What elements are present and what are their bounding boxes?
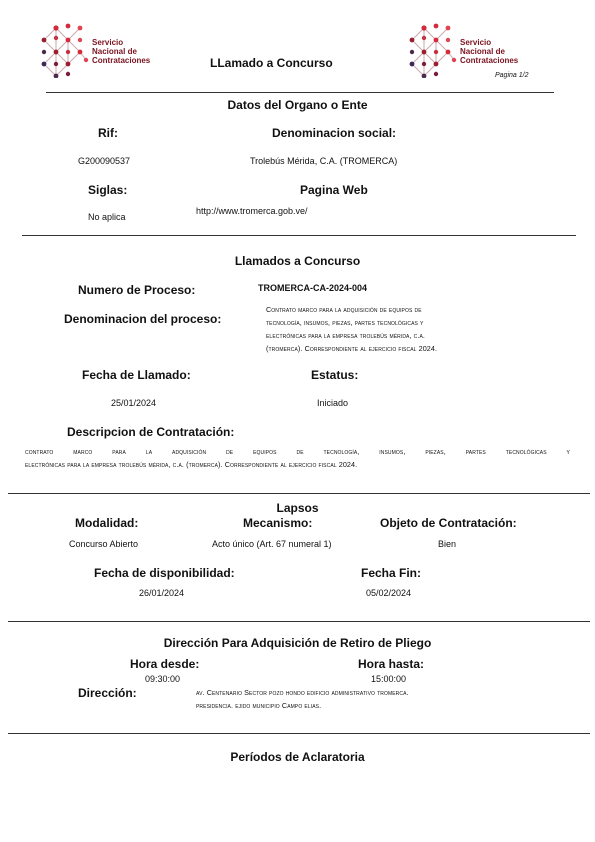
logo-line-3: Contrataciones	[460, 56, 519, 65]
logo-line-2: Nacional de	[92, 47, 137, 56]
page-title: LLamado a Concurso	[210, 56, 333, 70]
hora-desde-value: 09:30:00	[145, 674, 181, 684]
direccion-line: av. Centenario Sector pozo hondo edificio administrativo tromerca.	[196, 688, 409, 697]
denominacion-line: Contrato marco para la adquisición de equipos de	[266, 305, 422, 314]
hora-hasta-label: Hora hasta:	[358, 657, 425, 671]
objeto-label: Objeto de Contratación:	[380, 516, 517, 530]
divider	[8, 493, 590, 494]
fecha-llamado-value: 25/01/2024	[111, 398, 157, 408]
divider	[22, 235, 576, 236]
siglas-label: Siglas:	[88, 183, 128, 197]
divider	[8, 621, 590, 622]
snc-logo-left	[40, 22, 160, 82]
hora-desde-label: Hora desde:	[130, 657, 200, 671]
denominacion-line: (tromerca). Correspondiente al ejercicio fiscal 2024.	[266, 344, 438, 353]
pagina-web-link[interactable]: http://www.tromerca.gob.ve/	[196, 206, 308, 216]
hora-hasta-value: 15:00:00	[371, 674, 407, 684]
section-title-llamados: Llamados a Concurso	[234, 254, 361, 268]
siglas-value: No aplica	[88, 212, 126, 222]
snc-logo-text	[92, 38, 150, 65]
descripcion-label: Descripcion de Contratación:	[67, 425, 235, 439]
section-title-aclaratoria: Períodos de Aclaratoria	[230, 750, 365, 764]
fecha-disponibilidad-label: Fecha de disponibilidad:	[94, 566, 235, 580]
direccion-line: presidencia. ejido municipio Campo elias.	[196, 701, 322, 710]
snc-logo-mark	[408, 22, 460, 78]
descripcion-line: contrato marco para la adquisición de equipos de tecnología, insumos, piezas, partes tecnológicas y	[25, 447, 570, 456]
rif-label: Rif:	[98, 126, 118, 140]
denominacion-line: electrónicas para la empresa trolebús mérida, c.a.	[266, 331, 426, 340]
rif-value: G200090537	[78, 156, 131, 166]
mecanismo-label: Mecanismo:	[243, 516, 313, 530]
logo-line-1: Servicio	[460, 38, 492, 47]
estatus-label: Estatus:	[311, 368, 359, 382]
fecha-fin-label: Fecha Fin:	[361, 566, 422, 580]
snc-logo-text	[460, 38, 518, 65]
logo-line-3: Contrataciones	[92, 56, 151, 65]
fecha-llamado-label: Fecha de Llamado:	[82, 368, 191, 382]
descripcion-value	[25, 445, 570, 471]
denominacion-social-value: Trolebús Mérida, C.A. (TROMERCA)	[250, 156, 398, 166]
direccion-label: Dirección:	[78, 686, 137, 700]
denominacion-social-label: Denominacion social:	[272, 126, 397, 140]
pagina-web-label: Pagina Web	[300, 183, 368, 197]
fecha-fin-value: 05/02/2024	[366, 588, 412, 598]
denominacion-line: tecnología, insumos, piezas, partes tecnológicas y	[266, 318, 424, 327]
modalidad-label: Modalidad:	[75, 516, 139, 530]
logo-line-2: Nacional de	[460, 47, 505, 56]
section-title-organo: Datos del Organo o Ente	[227, 98, 368, 112]
mecanismo-value: Acto único (Art. 67 numeral 1)	[212, 539, 332, 549]
divider	[8, 733, 590, 734]
section-title-retiro: Dirección Para Adquisición de Retiro de Pliego	[163, 636, 432, 650]
estatus-value: Iniciado	[317, 398, 349, 408]
logo-line-1: Servicio	[92, 38, 124, 47]
fecha-disponibilidad-value: 26/01/2024	[139, 588, 185, 598]
snc-logo-mark	[40, 22, 92, 78]
numero-proceso-value: TROMERCA-CA-2024-004	[258, 283, 368, 293]
numero-proceso-label: Numero de Proceso:	[78, 283, 196, 297]
denominacion-proceso-label: Denominacion del proceso:	[64, 312, 222, 326]
objeto-value: Bien	[438, 539, 457, 549]
descripcion-line: electrónicas para la empresa trolebús mérida, c.a. (tromerca). Correspondiente al ejercicio fiscal 2024.	[25, 460, 358, 469]
page-number: Pagina 1/2	[495, 72, 529, 79]
denominacion-proceso-value	[266, 303, 546, 355]
divider	[46, 92, 554, 93]
modalidad-value: Concurso Abierto	[69, 539, 139, 549]
direccion-value	[196, 686, 566, 712]
section-title-lapsos: Lapsos	[276, 501, 319, 515]
